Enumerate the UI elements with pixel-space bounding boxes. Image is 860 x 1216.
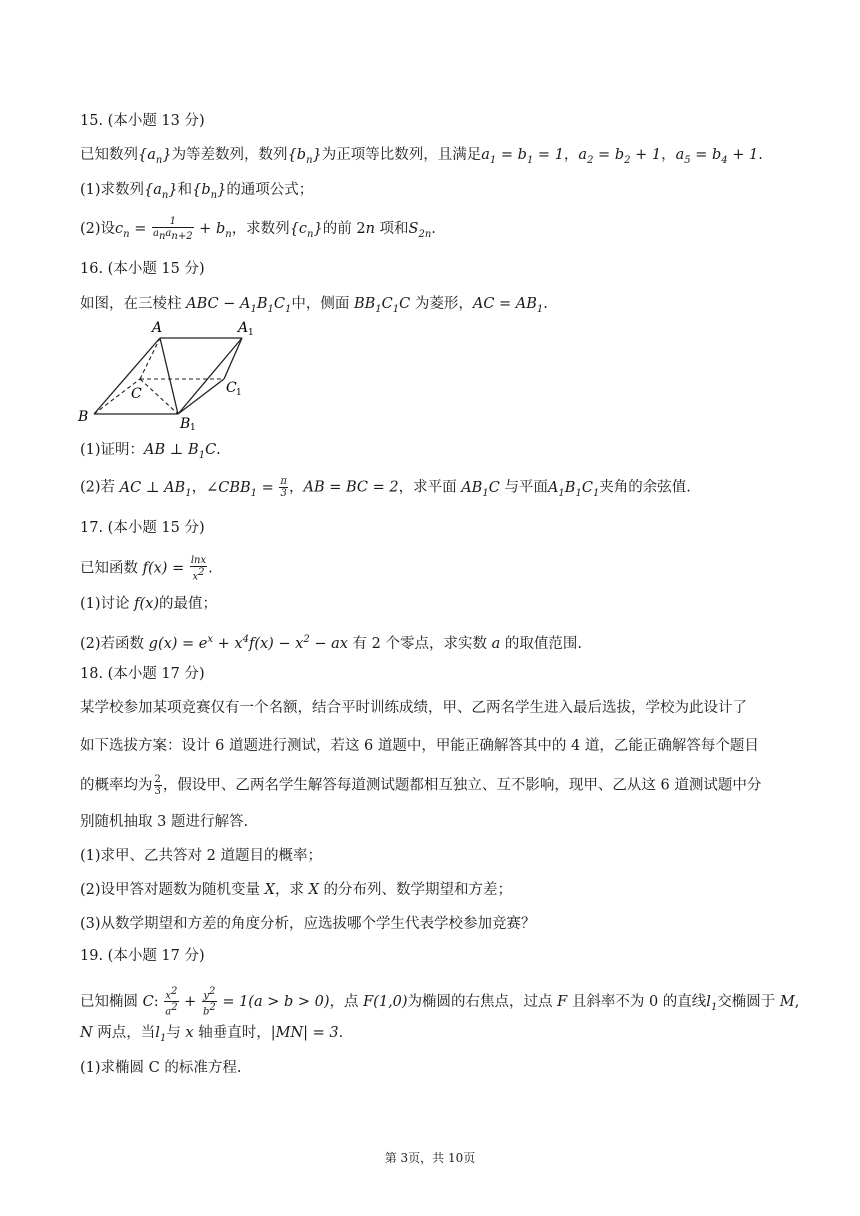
q18-line2: 如下选拔方案：设计 6 道题进行测试，若这 6 道题中，甲能正确解答其中的 4 道，乙能正确解答每个题目 [80,738,759,754]
svg-text:1: 1 [236,388,242,398]
q19-line1: 已知椭圆 C: $\frac{x^2}{a^2}$ + $\frac{y^2}{b^2}$ = 1(a > b > 0)，点 F(1,0)为椭圆的右焦点，过点 F 且斜率不为 0 的直线$l_1$交椭圆于 M, [80,986,800,1018]
q15-part2: (2)设$c_n$ = $\frac{1}{a_na_{n+2}}$ + $b_n$，求数列$\{c_n\}$的前 2n 项和$S_{2n}$. [80,216,436,242]
label-A: A [152,320,163,336]
q17-stem: 已知函数 f(x) = $\frac{\ln x}{x^2}$ . [80,555,213,583]
q15-stem: 已知数列$\{a_n\}$为等差数列，数列$\{b_n\}$为正项等比数列，且满足$a_1 = b_1 = 1$，$a_2 = b_2 + 1$，$a_5 = b_4 + 1$. [80,147,763,166]
label-B: B [78,409,89,425]
q17-part2: (2)若函数 $g(x) = e^x + x^4f(x) - x^2$ − ax 有 2 个零点，求实数 a 的取值范围. [80,634,582,652]
q16-stem: 如图，在三棱柱 ABC − $A_1B_1C_1$中，侧面 $BB_1C_1C$ 为菱形，AC = $AB_1$. [80,296,548,315]
label-A1: A [238,320,249,336]
q19-header: 19. (本小题 17 分) [80,948,205,964]
q16-part2: (2)若 AC ⊥ $AB_1$，$\angle CBB_1$ = $\frac{\pi}{3}$ ，AB = BC = 2，求平面 $AB_1C$ 与平面$A_1B_1C_1$夹角的余弦值. [80,476,691,499]
q18-line3: 的概率均为 $\frac{2}{3}$ ，假设甲、乙两名学生解答每道测试题都相互独立、互不影响，现甲、乙从这 6 道测试题中分 [80,774,762,797]
label-C1: C [226,380,237,396]
page-footer: 第 3页，共 10页 [384,1151,476,1165]
svg-text:1: 1 [248,328,254,338]
q18-part1: (1)求甲、乙共答对 2 道题目的概率； [80,848,322,864]
q19-part1: (1)求椭圆 C 的标准方程. [80,1060,242,1076]
q17-header: 17. (本小题 15 分) [80,520,205,536]
prism-figure [76,318,266,430]
q18-line4: 别随机抽取 3 题进行解答. [80,814,249,830]
q15-header: 15. (本小题 13 分) [80,113,205,129]
q19-line2: N 两点，当$l_1$与 x 轴垂直时，|MN| = 3. [80,1025,344,1044]
q16-header: 16. (本小题 15 分) [80,261,205,277]
q18-part2: (2)设甲答对题数为随机变量 X，求 X 的分布列、数学期望和方差； [80,882,513,898]
q18-line1: 某学校参加某项竞赛仅有一个名额，结合平时训练成绩，甲、乙两名学生进入最后选拔，学校为此设计了 [80,700,747,716]
q17-part1: (1)讨论 f(x)的最值； [80,596,218,612]
q16-part1: (1)证明：AB ⊥ $B_1C$. [80,442,221,461]
q18-part3: (3)从数学期望和方差的角度分析，应选拔哪个学生代表学校参加竞赛？ [80,916,536,932]
label-B1: B [180,416,191,430]
q18-header: 18. (本小题 17 分) [80,666,205,682]
q15-part1: (1)求数列$\{a_n\}$和$\{b_n\}$的通项公式； [80,182,314,201]
label-C: C [131,386,142,402]
svg-text:1: 1 [190,423,196,430]
